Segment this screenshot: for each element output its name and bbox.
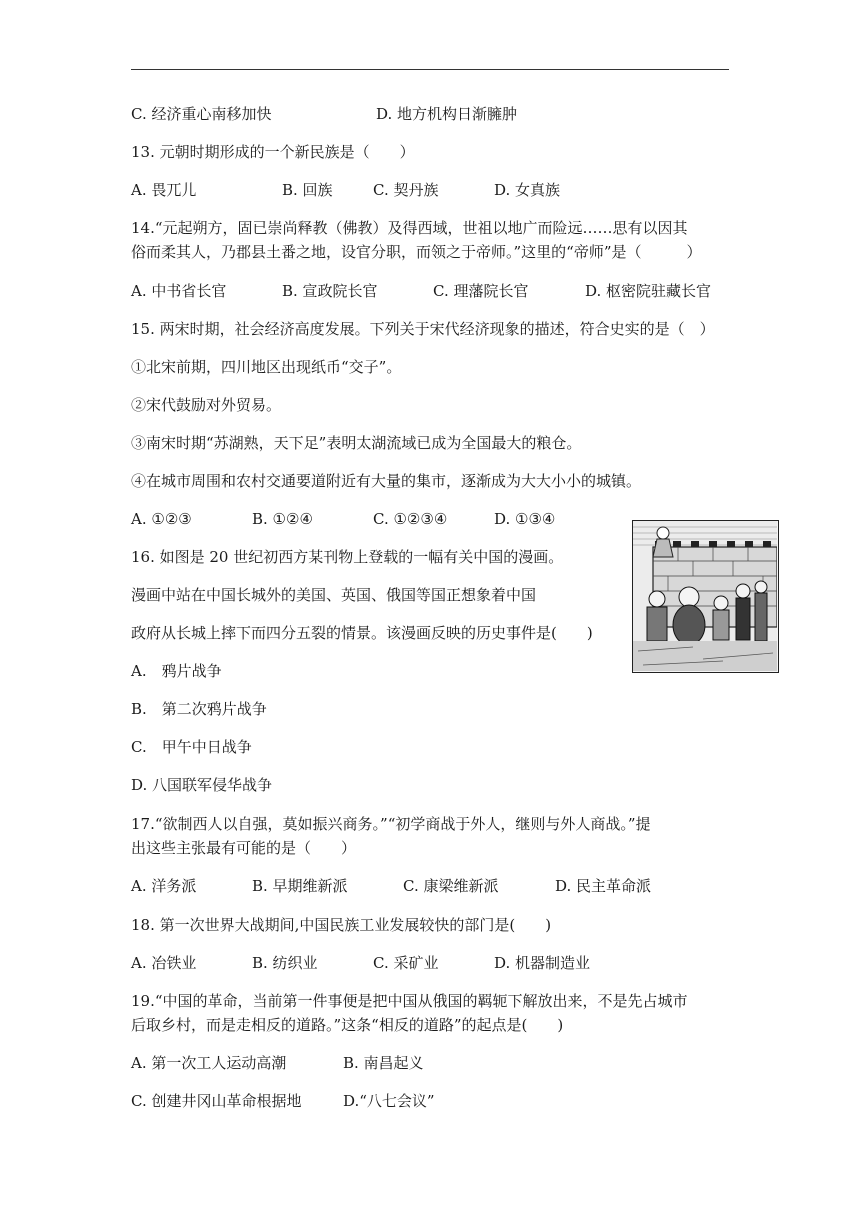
- q16-option-b: B. 第二次鸦片战争: [131, 700, 267, 718]
- q19-option-d: D.“八七会议”: [343, 1092, 435, 1110]
- q13-stem: 13. 元朝时期形成的一个新民族是（ ）: [131, 143, 415, 161]
- q13-option-a: A. 畏兀儿: [131, 181, 197, 199]
- q19-option-b: B. 南昌起义: [343, 1054, 424, 1072]
- q18-option-d: D. 机器制造业: [494, 954, 591, 972]
- q16-option-c: C. 甲午中日战争: [131, 738, 252, 756]
- q15-item-2: ②宋代鼓励对外贸易。: [131, 396, 282, 414]
- q16-stem-line3: 政府从长城上摔下而四分五裂的情景。该漫画反映的历史事件是( ): [131, 624, 593, 642]
- q13-option-b: B. 回族: [282, 181, 333, 199]
- q16-stem-line1: 16. 如图是 20 世纪初西方某刊物上登载的一幅有关中国的漫画。: [131, 548, 564, 566]
- q18-stem: 18. 第一次世界大战期间,中国民族工业发展较快的部门是( ): [131, 916, 552, 934]
- q15-item-1: ①北宋前期，四川地区出现纸币“交子”。: [131, 358, 402, 376]
- q13-option-c: C. 契丹族: [373, 181, 439, 199]
- great-wall-cartoon-image: [632, 520, 779, 673]
- q17-stem-line1: 17.“欲制西人以自强，莫如振兴商务。”“初学商战于外人，继则与外人商战。”提: [131, 815, 651, 833]
- q19-stem-line2: 后取乡村，而是走相反的道路。”这条“相反的道路”的起点是( ): [131, 1016, 564, 1034]
- q14-option-d: D. 枢密院驻藏长官: [585, 282, 712, 300]
- q19-option-a: A. 第一次工人运动高潮: [131, 1054, 287, 1072]
- q14-stem-line1: 14.“元起朔方，固已崇尚释教（佛教）及得西域，世祖以地广而险远……思有以因其: [131, 219, 688, 237]
- q19-option-c: C. 创建井冈山革命根据地: [131, 1092, 302, 1110]
- q18-option-b: B. 纺织业: [252, 954, 318, 972]
- q15-stem: 15. 两宋时期，社会经济高度发展。下列关于宋代经济现象的描述，符合史实的是（ ）: [131, 320, 715, 338]
- q19-stem-line1: 19.“中国的革命，当前第一件事便是把中国从俄国的羁轭下解放出来，不是先占城市: [131, 992, 688, 1010]
- q18-option-a: A. 冶铁业: [131, 954, 197, 972]
- q15-option-a: A. ①②③: [131, 510, 192, 528]
- q14-option-b: B. 宣政院长官: [282, 282, 378, 300]
- q18-option-c: C. 采矿业: [373, 954, 439, 972]
- q17-option-c: C. 康梁维新派: [403, 877, 499, 895]
- cartoon-drawing: [633, 521, 777, 671]
- q15-option-c: C. ①②③④: [373, 510, 448, 528]
- q17-option-a: A. 洋务派: [131, 877, 197, 895]
- q13-option-d: D. 女真族: [494, 181, 561, 199]
- q15-option-d: D. ①③④: [494, 510, 556, 528]
- q16-option-a: A. 鸦片战争: [131, 662, 222, 680]
- q12-option-c: C. 经济重心南移加快: [131, 105, 272, 123]
- q14-option-c: C. 理藩院长官: [433, 282, 529, 300]
- q12-option-d: D. 地方机构日渐臃肿: [376, 105, 518, 123]
- q14-stem-line2: 俗而柔其人，乃郡县土番之地，设官分职，而领之于帝师。”这里的“帝师”是（ ）: [131, 243, 702, 261]
- q14-option-a: A. 中书省长官: [131, 282, 227, 300]
- q15-option-b: B. ①②④: [252, 510, 313, 528]
- q16-stem-line2: 漫画中站在中国长城外的美国、英国、俄国等国正想象着中国: [131, 586, 537, 604]
- q16-option-d: D. 八国联军侵华战争: [131, 776, 273, 794]
- q17-option-d: D. 民主革命派: [555, 877, 652, 895]
- q15-item-3: ③南宋时期“苏湖熟，天下足”表明太湖流域已成为全国最大的粮仓。: [131, 434, 582, 452]
- header-rule: [131, 69, 729, 70]
- q15-item-4: ④在城市周围和农村交通要道附近有大量的集市，逐渐成为大大小小的城镇。: [131, 472, 642, 490]
- q17-stem-line2: 出这些主张最有可能的是（ ）: [131, 839, 357, 857]
- q17-option-b: B. 早期维新派: [252, 877, 348, 895]
